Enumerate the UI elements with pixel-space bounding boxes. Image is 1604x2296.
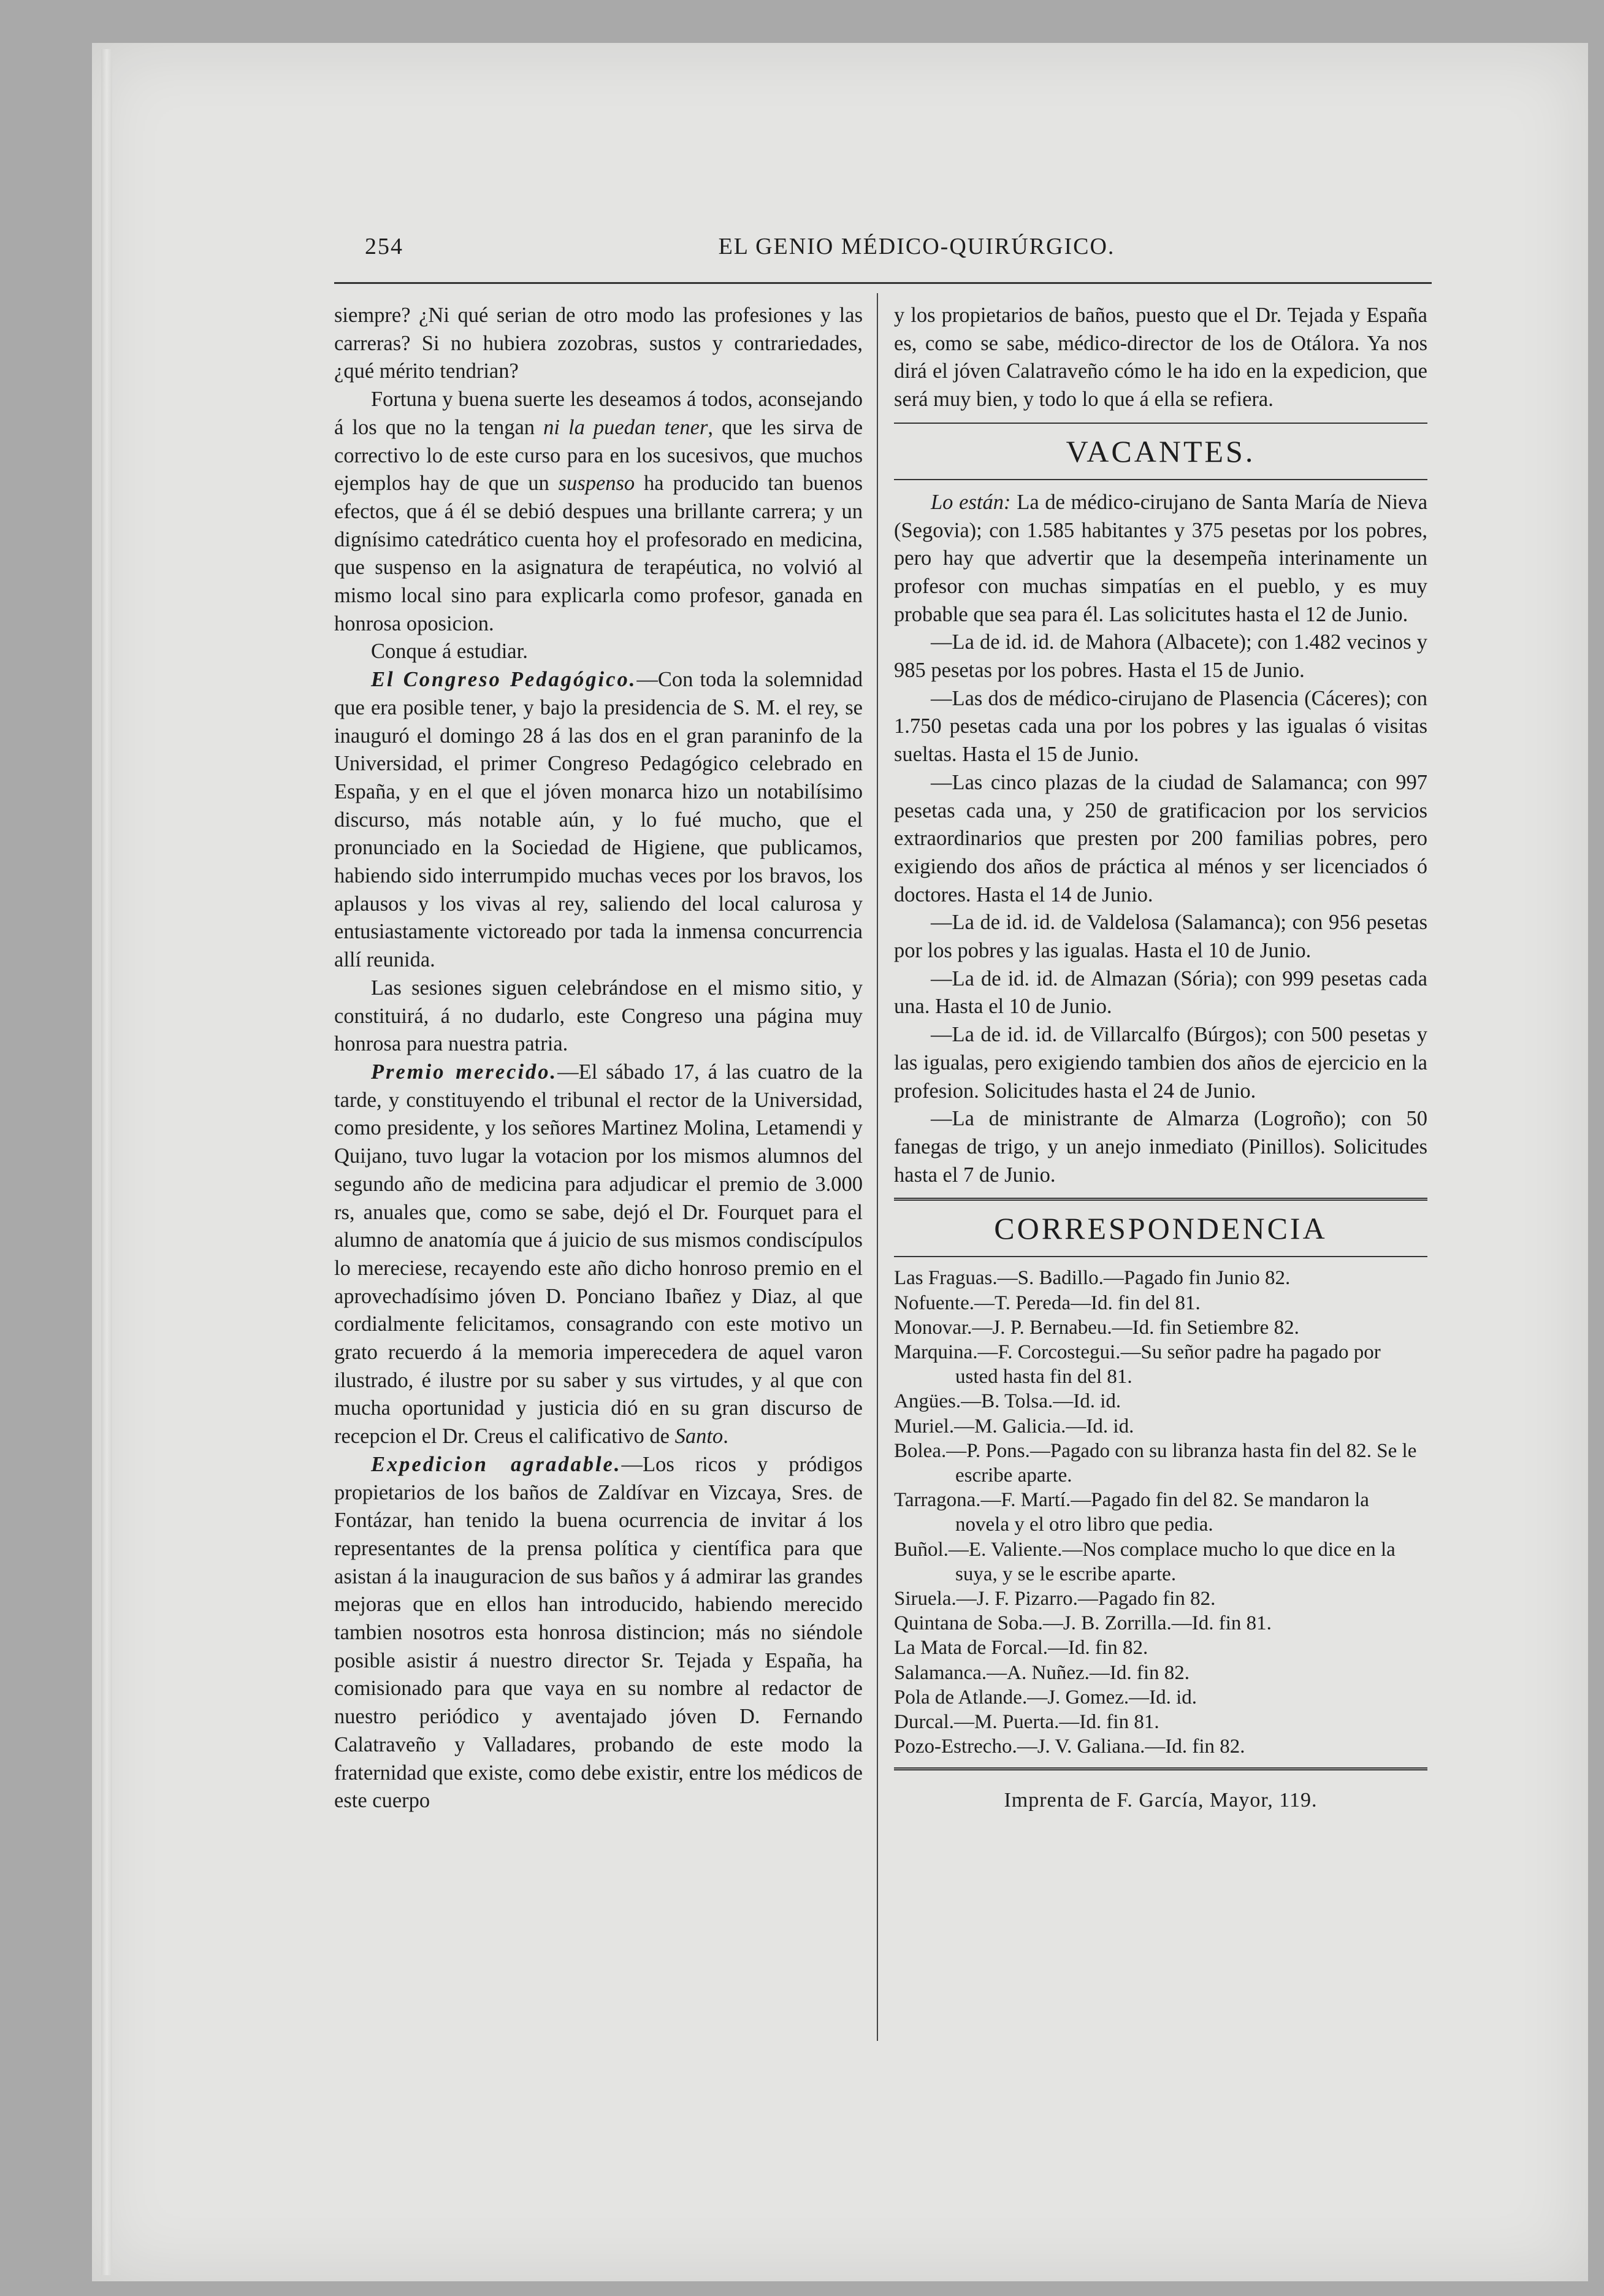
page-header [365,227,1413,270]
journal-title: EL GENIO MÉDICO-QUIRÚRGICO. [718,234,1115,259]
section-rule [894,1198,1427,1201]
vacante-item: —Las cinco plazas de la ciudad de Salamanca; con 997 pesetas cada una, y 250 de gratificacion por los servicios extraordinarios que presten por 200 familias pobres, pero exigiendo dos años de práctica al ménos y ser licenciados ó doctores. Hasta el 14 de Junio. [894,770,1427,906]
vacante-item: Lo están: La de médico-cirujano de Santa María de Nieva (Segovia); con 1.585 habitantes y 375 pesetas por los pobres, pero hay que advertir que la desempeña interinamente un profesor con muchas simpatías en el pueblo, y es muy probable que sea para él. Las solicitutes hasta el 12 de Junio. [894,490,1428,626]
imprint-line: Imprenta de F. García, Mayor, 119. [1004,1789,1318,1812]
section-rule [894,423,1427,424]
paragraph: siempre? ¿Ni qué serian de otro modo las profesiones y las carreras? Si no hubiera zozobras, sustos y contrariedades, ¿qué mérito tendrian? [334,304,863,383]
vacante-item: —La de id. id. de Almazan (Sória); con 999 pesetas cada una. Hasta el 10 de Junio. [894,966,1427,1019]
page-number: 254 [365,234,403,259]
header-rule [334,282,1432,284]
list-item: Salamanca.—A. Nuñez.—Id. fin 82. [894,1661,1190,1684]
article-title: Expedicion agradable. [371,1452,622,1476]
paragraph-fortuna: Fortuna y buena suerte les deseamos á todos, aconsejando á los que no la tengan ni la puedan tener, que les sirva de correctivo lo de este curso para en los sucesivos, que muchos ejemplos hay de que un suspenso ha producido tan buenos efectos, que á él se debió despues una brillante carrera; y un dignísimo catedrático cuenta hoy el profesorado en medicina, que suspenso en la asignatura de terapéutica, no volvió al mismo local sino para explicarla como profesor, ganada en honrosa oposicion. [334,388,863,635]
list-item: Bolea.—P. Pons.—Pagado con su libranza hasta fin del 82. Se le escribe aparte. [894,1439,1417,1487]
list-item: Muriel.—M. Galicia.—Id. id. [894,1415,1134,1437]
article-title: Premio merecido. [371,1060,558,1084]
article-expedicion-agradable: Expedicion agradable.—Los ricos y pródigos propietarios de los baños de Zaldívar en Vizcaya, Sres. de Fontázar, han tenido la buena ocurrencia de invitar á los representantes de la prensa política y científica para que asistan á la inauguracion de sus baños y á admirar las grandes mejoras que en ellos han introducido, habiendo merecido tambien nosotros esta honrosa distincion; más no siéndole posible asistir á nuestro director Sr. Tejada y España, ha comisionado para que vaya en su nombre al redactor de nuestro periódico y aventajado jóven D. Fernando Calatraveño y Valladares, probando de este modo la fraternidad que existe, como debe existir, entre los médicos de este cuerpo [334,1452,863,1813]
vacante-item: —Las dos de médico-cirujano de Plasencia (Cáceres); con 1.750 pesetas cada una por los pobres y las igualas ó visitas sueltas. Hasta el 15 de Junio. [894,686,1427,767]
paragraph-sesiones: Las sesiones siguen celebrándose en el mismo sitio, y constituirá, á no dudarlo, este Congreso una página muy honrosa para nuestra patria. [334,976,863,1056]
list-item: Marquina.—F. Corcostegui.—Su señor padre ha pagado por usted hasta fin del 81. [894,1341,1381,1388]
article-congreso-pedagogico: El Congreso Pedagógico.—Con toda la solemnidad que era posible tener, y bajo la presidencia de S. M. el rey, se inauguró el domingo 28 á las dos en el gran paraninfo de la Universidad, el primer Congreso Pedagógico celebrado en España, y en el que el jóven monarca hizo un notabilísimo discurso, más notable aún, y lo fué mucho, que el pronunciado en la Sociedad de Higiene, que publicamos, habiendo sido interrumpido muchas veces por los bravos, los aplausos y los vivas al rey, saliendo del local calurosa y entusiastamente victoreado por tada la inmensa concurrencia allí reunida. [334,668,863,972]
vacante-item: —La de id. id. de Mahora (Albacete); con 1.482 vecinos y 985 pesetas por los pobres. Hasta el 15 de Junio. [894,630,1427,683]
column-divider [877,293,878,2041]
article-premio-merecido: Premio merecido.—El sábado 17, á las cuatro de la tarde, y constituyendo el tribunal el rector de la Universidad, como presidente, y los señores Martinez Molina, Letamendi y Quijano, tuvo lugar la votacion por los mismos alumnos del segundo año de medicina para adjudicar el premio de 3.000 rs, anuales que, como se sabe, dejó el Dr. Fourquet para el alumno de anatomía que á juicio de sus mismos condiscípulos lo mereciese, recayendo este año dicho honroso premio en el aprovechadísimo jóven D. Ponciano Ibañez y Diaz, al que cordialmente felicitamos, consagrando con este motivo un grato recuerdo á la memoria imperecedera de aquel varon ilustrado, é ilustre por su saber y sus virtudes, y al que con mucha oportunidad y justicia dió en su gran discurso de recepcion el Dr. Creus el calificativo de Santo. [334,1060,863,1448]
list-item: Nofuente.—T. Pereda—Id. fin del 81. [894,1292,1201,1314]
vacante-item: —La de id. id. de Villarcalfo (Búrgos); con 500 pesetas y las igualas, pero exigiendo tambien dos años de ejercicio en la profesion. Solicitudes hasta el 24 de Junio. [894,1023,1427,1103]
correspondencia-list [894,1266,1427,1759]
list-item: Durcal.—M. Puerta.—Id. fin 81. [894,1711,1159,1734]
correspondencia-heading: CORRESPONDENCIA [994,1211,1327,1246]
page-binding-edge [101,49,112,2275]
list-item: Quintana de Soba.—J. B. Zorrilla.—Id. fin 81. [894,1612,1272,1635]
list-item: Buñol.—E. Valiente.—Nos complace mucho lo que dice en la suya, y se le escribe aparte. [894,1538,1396,1585]
article-title: El Congreso Pedagógico. [371,668,637,692]
list-item: Pozo-Estrecho.—J. V. Galiana.—Id. fin 82. [894,1735,1245,1758]
vacante-item: —La de id. id. de Valdelosa (Salamanca); con 956 pesetas por los pobres y las igualas. Hasta el 10 de Junio. [894,911,1427,963]
list-item: Monovar.—J. P. Bernabeu.—Id. fin Setiembre 82. [894,1316,1299,1339]
list-item: La Mata de Forcal.—Id. fin 82. [894,1637,1148,1659]
paragraph-continuation: y los propietarios de baños, puesto que el Dr. Tejada y España es, como se sabe, médico-director de los de Otálora. Ya nos dirá el jóven Calatraveño cómo le ha ido en la expedicion, que será muy bien, y todo lo que á ella se refiera. [894,304,1427,411]
paragraph-conque: Conque á estudiar. [371,640,528,664]
list-item: Pola de Atlande.—J. Gomez.—Id. id. [894,1686,1197,1709]
section-rule [894,479,1427,480]
list-item: Tarragona.—F. Martí.—Pagado fin del 82. Se mandaron la novela y el otro libro que pedia. [894,1489,1369,1536]
right-column [894,302,1427,1815]
vacantes-heading: VACANTES. [1066,434,1256,469]
list-item: Las Fraguas.—S. Badillo.—Pagado fin Junio 82. [894,1267,1291,1290]
list-item: Angües.—B. Tolsa.—Id. id. [894,1390,1121,1413]
list-item: Siruela.—J. F. Pizarro.—Pagado fin 82. [894,1588,1216,1610]
section-rule [894,1256,1427,1257]
left-column [334,302,863,1815]
vacante-item: —La de ministrante de Almarza (Logroño); con 50 fanegas de trigo, y un anejo inmediato (Pinillos). Solicitudes hasta el 7 de Junio. [894,1107,1427,1187]
section-rule [894,1767,1427,1770]
